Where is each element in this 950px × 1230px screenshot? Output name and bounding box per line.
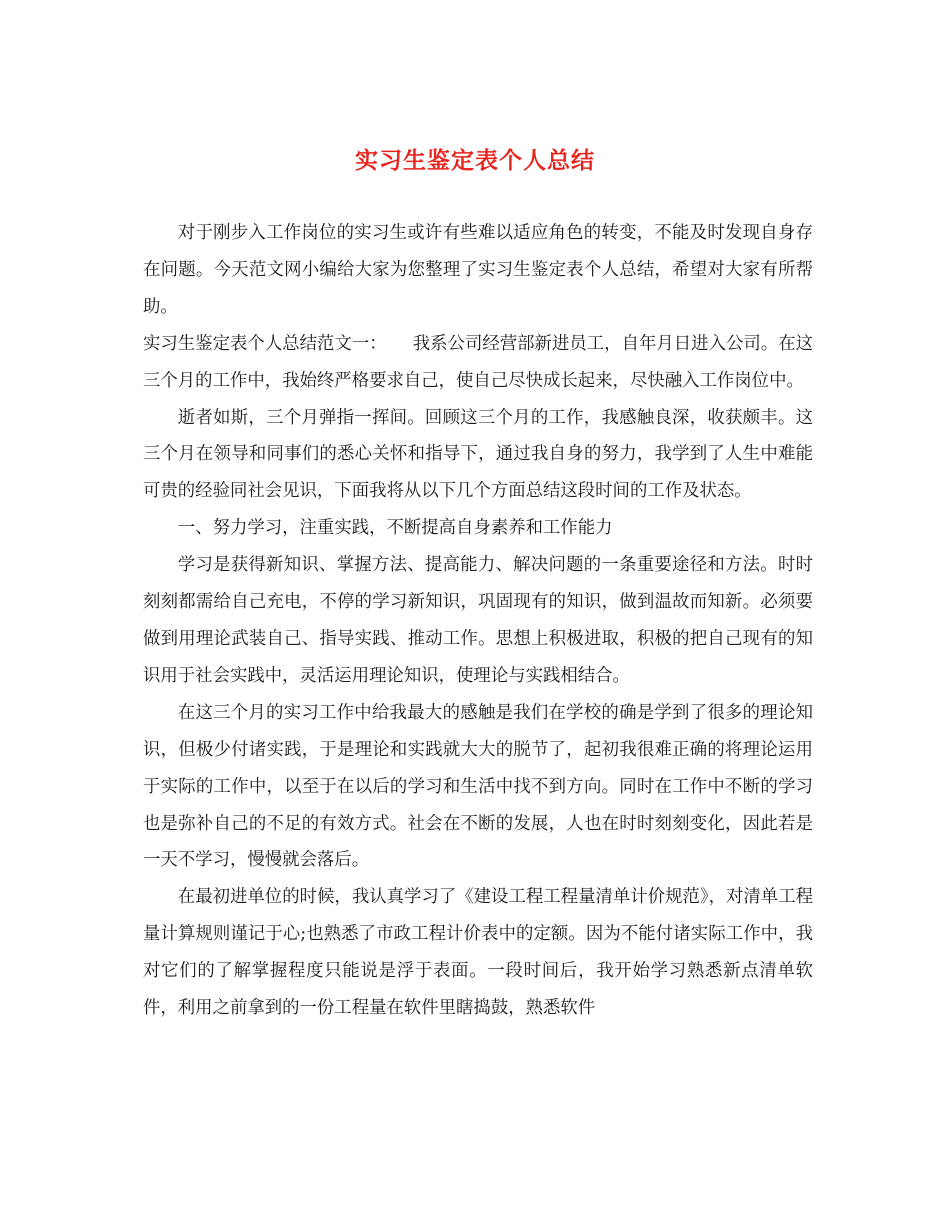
section-heading-1: 一、努力学习，注重实践，不断提高自身素养和工作能力 [177,518,613,539]
document-body [143,215,813,1027]
paragraph-start: 在最初进单位的时候，我认真学习了《建设工程工程量清单计价规范》，对清单工程量计算规则谨记于心;也熟悉了市政工程计价表中的定额。因为不能付诸实际工作中，我对它们的了解掌握程度只能说是浮于表面。一段时间后，我开始学习熟悉新点清单软件，利用之前拿到的一份工程量在软件里瞎捣鼓，熟悉软件 [143,887,813,1019]
paragraph-learning: 学习是获得新知识、掌握方法、提高能力、解决问题的一条重要途径和方法。时时刻刻都需给自己充电，不停的学习新知识，巩固现有的知识，做到温故而知新。必须要做到用理论武装自己、指导实践、推动工作。思想上积极进取，积极的把自己现有的知识用于社会实践中，灵活运用理论知识，使理论与实践相结合。 [143,555,813,686]
paragraph-practice: 在这三个月的实习工作中给我最大的感触是我们在学校的确是学到了很多的理论知识，但极少付诸实践，于是理论和实践就大大的脱节了，起初我很难正确的将理论运用于实际的工作中，以至于在以后的学习和生活中找不到方向。同时在工作中不断的学习也是弥补自己的不足的有效方式。社会在不断的发展，人也在时时刻刻变化，因此若是一天不学习，慢慢就会落后。 [143,702,813,871]
paragraph-sample-heading: 实习生鉴定表个人总结范文一： 我系公司经营部新进员工，自年月日进入公司。在这三个月的工作中，我始终严格要求自己，使自己尽快成长起来，尽快融入工作岗位中。 [143,333,813,391]
document-title: 实习生鉴定表个人总结 [355,147,595,174]
paragraph-review: 逝者如斯，三个月弹指一挥间。回顾这三个月的工作，我感触良深，收获颇丰。这三个月在领导和同事们的悉心关怀和指导下，通过我自身的努力，我学到了人生中难能可贵的经验同社会见识，下面我将从以下几个方面总结这段时间的工作及状态。 [143,407,813,502]
paragraph-intro: 对于刚步入工作岗位的实习生或许有些难以适应角色的转变，不能及时发现自身存在问题。今天范文网小编给大家为您整理了实习生鉴定表个人总结，希望对大家有所帮助。 [143,223,813,317]
